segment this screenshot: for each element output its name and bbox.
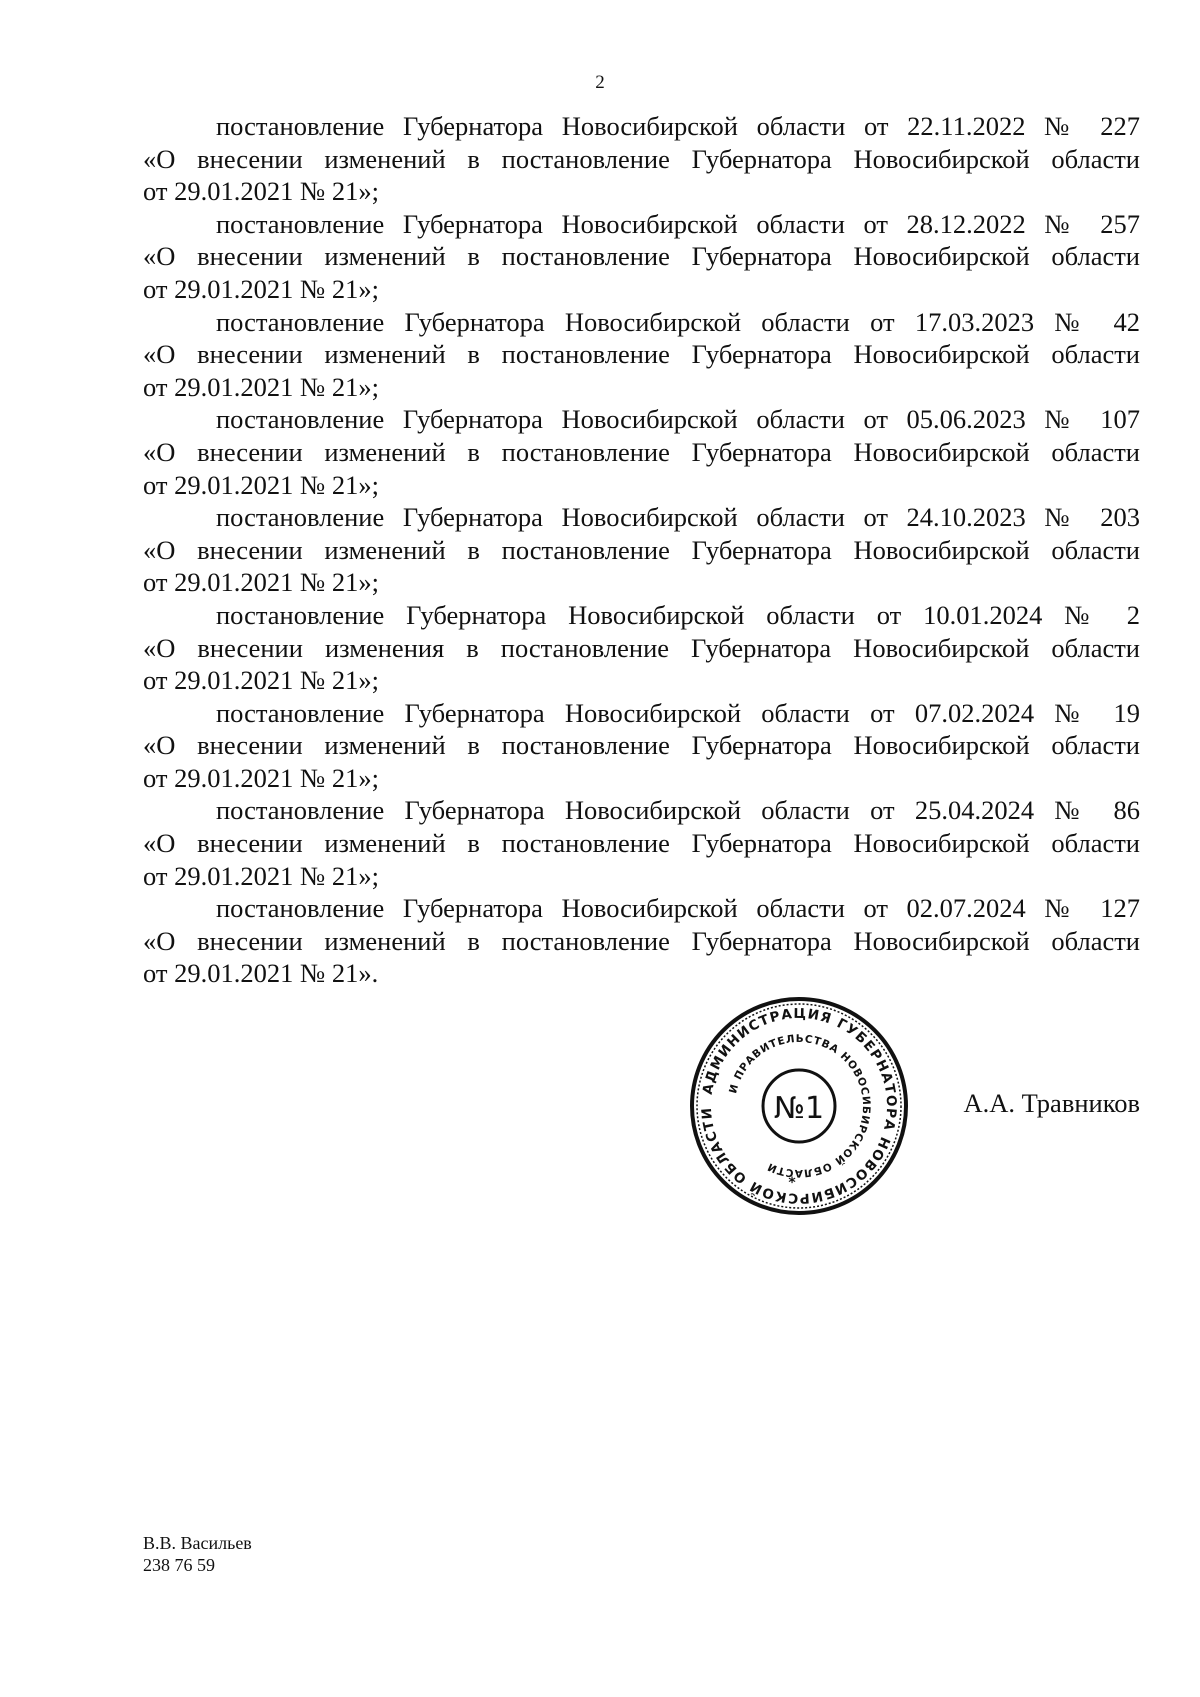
executor-name: В.В. Васильев <box>143 1533 252 1553</box>
decree-entry-7 <box>143 697 1140 795</box>
decree-entry-line: от 29.01.2021 № 21»; <box>143 371 380 402</box>
decree-entry-line: постановление Губернатора Новосибирской области от 17.03.2023 № 42 <box>216 306 1140 337</box>
seal-center-text: №1 <box>773 1091 825 1126</box>
decree-entry-8 <box>143 794 1140 892</box>
decree-entry-line: постановление Губернатора Новосибирской области от 24.10.2023 № 203 <box>216 502 1140 533</box>
decree-entry-line: от 29.01.2021 № 21»; <box>143 176 380 207</box>
executor-block <box>143 1532 252 1576</box>
decree-entry-4 <box>143 403 1140 501</box>
official-seal <box>688 995 910 1217</box>
decree-entry-line: «О внесении изменений в постановление Губернатора Новосибирской области <box>143 241 1140 272</box>
decree-entry-3 <box>143 306 1140 404</box>
decree-entry-5 <box>143 501 1140 599</box>
decree-entry-line: «О внесении изменений в постановление Губернатора Новосибирской области <box>143 925 1140 956</box>
decree-entry-line: «О внесении изменений в постановление Губернатора Новосибирской области <box>143 436 1140 467</box>
decree-entry-line: постановление Губернатора Новосибирской области от 28.12.2022 № 257 <box>216 208 1140 239</box>
decree-entry-line: «О внесении изменений в постановление Губернатора Новосибирской области <box>143 339 1140 370</box>
document-body <box>143 110 1140 990</box>
decree-entry-line: от 29.01.2021 № 21». <box>143 958 379 989</box>
decree-entry-9 <box>143 892 1140 990</box>
decree-entry-line: постановление Губернатора Новосибирской области от 22.11.2022 № 227 <box>216 111 1140 141</box>
page-number: 2 <box>595 72 605 93</box>
decree-entry-line: «О внесении изменений в постановление Губернатора Новосибирской области <box>143 143 1140 174</box>
decree-entry-line: от 29.01.2021 № 21»; <box>143 665 380 696</box>
decree-entry-line: «О внесении изменения в постановление Губернатора Новосибирской области <box>143 632 1140 663</box>
decree-entry-line: «О внесении изменений в постановление Губернатора Новосибирской области <box>143 730 1140 761</box>
decree-entry-line: «О внесении изменений в постановление Губернатора Новосибирской области <box>143 534 1140 565</box>
decree-entry-line: «О внесении изменений в постановление Губернатора Новосибирской области <box>143 828 1140 859</box>
signatory-name: А.А. Травников <box>963 1088 1140 1118</box>
decree-entry-2 <box>143 208 1140 306</box>
decree-entry-line: от 29.01.2021 № 21»; <box>143 860 380 891</box>
decree-entry-line: постановление Губернатора Новосибирской области от 02.07.2024 № 127 <box>216 893 1140 924</box>
decree-entry-line: от 29.01.2021 № 21»; <box>143 469 380 500</box>
decree-entry-line: от 29.01.2021 № 21»; <box>143 762 380 793</box>
seal-inner-text: И ПРАВИТЕЛЬСТВА НОВОСИБИРСКОЙ ОБЛАСТИ <box>727 1032 873 1180</box>
seal-star: * <box>788 1175 796 1191</box>
decree-entry-line: постановление Губернатора Новосибирской области от 25.04.2024 № 86 <box>216 795 1140 826</box>
decree-entry-line: от 29.01.2021 № 21»; <box>143 567 380 598</box>
decree-entry-line: постановление Губернатора Новосибирской области от 10.01.2024 № 2 <box>216 599 1140 630</box>
decree-entry-line: от 29.01.2021 № 21»; <box>143 273 380 304</box>
decree-entry-6 <box>143 599 1140 697</box>
decree-entry-1 <box>143 110 1140 208</box>
decree-entry-line: постановление Губернатора Новосибирской области от 05.06.2023 № 107 <box>216 404 1140 435</box>
decree-entry-line: постановление Губернатора Новосибирской области от 07.02.2024 № 19 <box>216 697 1140 728</box>
executor-phone: 238 76 59 <box>143 1555 215 1575</box>
seal-outer-text: АДМИНИСТРАЦИЯ ГУБЕРНАТОРА НОВОСИБИРСКОЙ ОБЛАСТИ <box>698 1005 900 1207</box>
